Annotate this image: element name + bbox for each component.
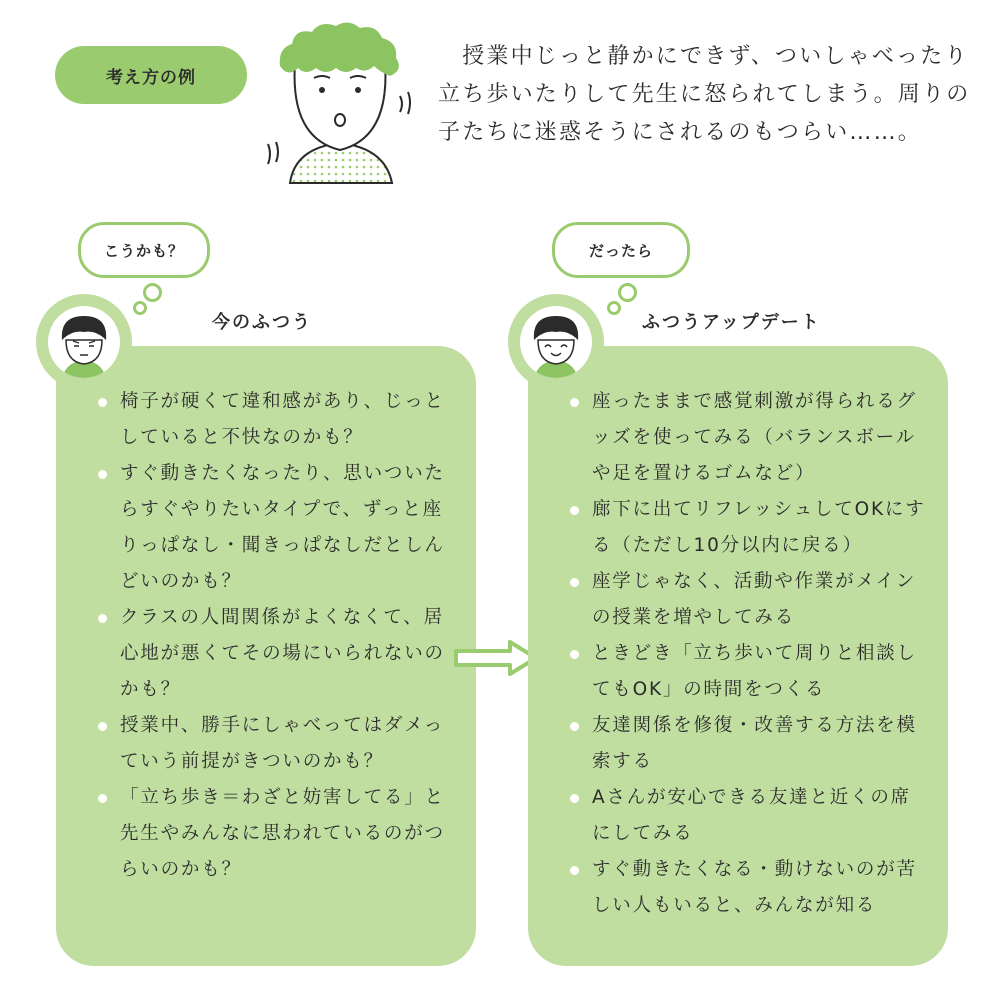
list-item: 友達関係を修復・改善する方法を模索する bbox=[570, 708, 930, 780]
list-item: ときどき「立ち歩いて周りと相談してもOK」の時間をつくる bbox=[570, 636, 930, 708]
intro-text bbox=[438, 38, 978, 152]
happy-face-icon bbox=[520, 306, 592, 378]
child-illustration bbox=[250, 18, 430, 188]
list-item: Aさんが安心できる友達と近くの席にしてみる bbox=[570, 780, 930, 852]
list-item: すぐ動きたくなったり、思いついたらすぐやりたいタイプで、ずっと座りっぱなし・聞きっぱなしだとしんどいのかも？ bbox=[98, 456, 458, 600]
thought-bubble-right bbox=[552, 222, 690, 278]
thought-bubble-left bbox=[78, 222, 210, 278]
panel-title-right: ふつうアップデート bbox=[642, 312, 821, 333]
list-item: 廊下に出てリフレッシュしてOKにする（ただし10分以内に戻る） bbox=[570, 492, 930, 564]
thought-dot bbox=[607, 301, 621, 315]
list-item: 「立ち歩き＝わざと妨害してる」と先生やみんなに思われているのがつらいのかも？ bbox=[98, 780, 458, 888]
worried-face-icon bbox=[48, 306, 120, 378]
list-item: クラスの人間関係がよくなくて、居心地が悪くてその場にいられないのかも？ bbox=[98, 600, 458, 708]
example-label: 考え方の例 bbox=[55, 46, 247, 104]
intro-line: 授業中じっと静かにできず、ついしゃべったり bbox=[438, 44, 969, 69]
list-item: 座学じゃなく、活動や作業がメインの授業を増やしてみる bbox=[570, 564, 930, 636]
current-normal-list bbox=[98, 384, 458, 888]
list-item: 座ったままで感覚刺激が得られるグッズを使ってみる（バランスボールや足を置けるゴムなど） bbox=[570, 384, 930, 492]
panel-title-left: 今のふつう bbox=[212, 312, 312, 333]
list-item: すぐ動きたくなる・動けないのが苦しい人もいると、みんなが知る bbox=[570, 852, 930, 924]
intro-line: 立ち歩いたりして先生に怒られてしまう。周りの bbox=[438, 82, 971, 107]
list-item: 椅子が硬くて違和感があり、じっとしていると不快なのかも？ bbox=[98, 384, 458, 456]
thought-dot bbox=[143, 283, 162, 302]
avatar-right bbox=[508, 294, 604, 390]
avatar-left bbox=[36, 294, 132, 390]
bubble-label: こうかも？ bbox=[103, 241, 184, 260]
thought-dot bbox=[133, 301, 147, 315]
thought-dot bbox=[618, 283, 637, 302]
bubble-label: だったら bbox=[588, 241, 653, 260]
intro-line: 子たちに迷惑そうにされるのもつらい……。 bbox=[438, 120, 923, 145]
updated-normal-list bbox=[570, 384, 930, 924]
list-item: 授業中、勝手にしゃべってはダメっていう前提がきついのかも？ bbox=[98, 708, 458, 780]
